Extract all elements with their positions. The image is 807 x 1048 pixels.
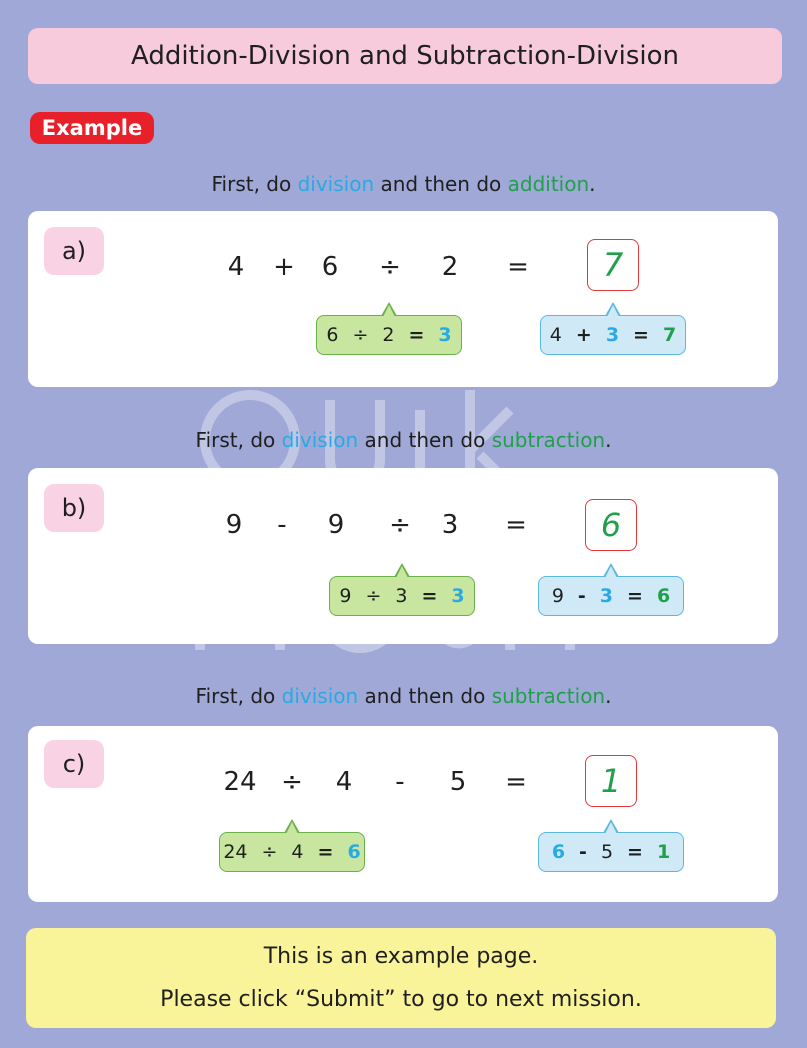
expr-token: 9 xyxy=(327,510,345,540)
instruction-c xyxy=(0,684,807,708)
expr-token: - xyxy=(277,510,287,540)
step-operator: ÷ xyxy=(261,841,278,863)
step-result: 3 xyxy=(451,585,465,607)
step-result: 6 xyxy=(347,841,361,863)
step-operand: 5 xyxy=(600,841,614,863)
example-badge: Example xyxy=(30,112,154,144)
expr-token: ÷ xyxy=(389,510,411,540)
step-operator: ÷ xyxy=(352,324,369,346)
instruction-text: First, do xyxy=(195,684,276,708)
step-operand: 4 xyxy=(291,841,304,863)
step-operand: 6 xyxy=(326,324,339,346)
example-panel-a xyxy=(28,211,778,387)
step-operand: 6 xyxy=(551,841,566,863)
step-operand: 9 xyxy=(551,585,564,607)
instruction-text: and then do xyxy=(364,428,486,452)
instruction-op1: division xyxy=(281,684,359,708)
expr-token: 4 xyxy=(227,252,245,282)
step-equals: = xyxy=(317,841,334,863)
expr-token: ÷ xyxy=(379,252,401,282)
instruction-op2: subtraction xyxy=(491,428,606,452)
step-equals: = xyxy=(627,585,643,607)
instruction-op1: division xyxy=(281,428,359,452)
label-chip: b) xyxy=(44,484,104,532)
step-operand: 9 xyxy=(339,585,352,607)
expr-token: - xyxy=(395,767,405,797)
expr-token: 2 xyxy=(441,252,459,282)
instruction-text: and then do xyxy=(380,172,502,196)
step-operand: 3 xyxy=(395,585,408,607)
expr-token: = xyxy=(505,767,527,797)
division-step-bubble xyxy=(219,832,365,872)
expr-token: 3 xyxy=(441,510,459,540)
info-footer xyxy=(26,928,776,1028)
expr-token: 5 xyxy=(449,767,467,797)
step-equals: = xyxy=(408,324,425,346)
step-equals: = xyxy=(627,841,643,863)
answer-box: 6 xyxy=(585,499,637,551)
instruction-op2: addition xyxy=(507,172,590,196)
instruction-suffix: . xyxy=(605,428,612,452)
label-chip: c) xyxy=(44,740,104,788)
expr-token: 9 xyxy=(225,510,243,540)
instruction-b xyxy=(0,428,807,452)
step-result: 7 xyxy=(662,324,677,346)
expr-token: 6 xyxy=(321,252,339,282)
example-panel-b xyxy=(28,468,778,644)
instruction-a xyxy=(0,172,807,196)
step-result: 6 xyxy=(656,585,671,607)
instruction-op2: subtraction xyxy=(491,684,606,708)
division-step-bubble xyxy=(329,576,475,616)
answer-box: 7 xyxy=(587,239,639,291)
step-operand: 24 xyxy=(223,841,248,863)
instruction-suffix: . xyxy=(589,172,596,196)
subtraction-step-bubble xyxy=(538,832,684,872)
instruction-suffix: . xyxy=(605,684,612,708)
step-operator: + xyxy=(575,324,592,346)
instruction-text: and then do xyxy=(364,684,486,708)
instruction-text: First, do xyxy=(195,428,276,452)
instruction-op1: division xyxy=(297,172,375,196)
expr-token: + xyxy=(273,252,295,282)
expr-token: ÷ xyxy=(281,767,303,797)
expr-token: = xyxy=(507,252,529,282)
step-operand: 4 xyxy=(549,324,562,346)
expr-token: = xyxy=(505,510,527,540)
expr-token: 24 xyxy=(223,767,257,797)
instruction-text: First, do xyxy=(211,172,292,196)
step-equals: = xyxy=(633,324,649,346)
step-operator: - xyxy=(579,841,587,863)
step-operator: - xyxy=(577,585,586,607)
subtraction-step-bubble xyxy=(538,576,684,616)
expr-token: 4 xyxy=(335,767,353,797)
division-step-bubble xyxy=(316,315,462,355)
step-operand: 3 xyxy=(599,585,614,607)
step-result: 3 xyxy=(438,324,452,346)
label-chip: a) xyxy=(44,227,104,275)
page-title: Addition-Division and Subtraction-Division xyxy=(28,28,782,84)
answer-box: 1 xyxy=(585,755,637,807)
footer-line-2: Please click “Submit” to go to next mission. xyxy=(160,987,642,1012)
step-operand: 3 xyxy=(605,324,620,346)
step-operand: 2 xyxy=(382,324,395,346)
step-equals: = xyxy=(421,585,438,607)
step-operator: ÷ xyxy=(365,585,382,607)
step-result: 1 xyxy=(656,841,671,863)
addition-step-bubble xyxy=(540,315,686,355)
footer-line-1: This is an example page. xyxy=(263,944,539,969)
example-panel-c xyxy=(28,726,778,902)
